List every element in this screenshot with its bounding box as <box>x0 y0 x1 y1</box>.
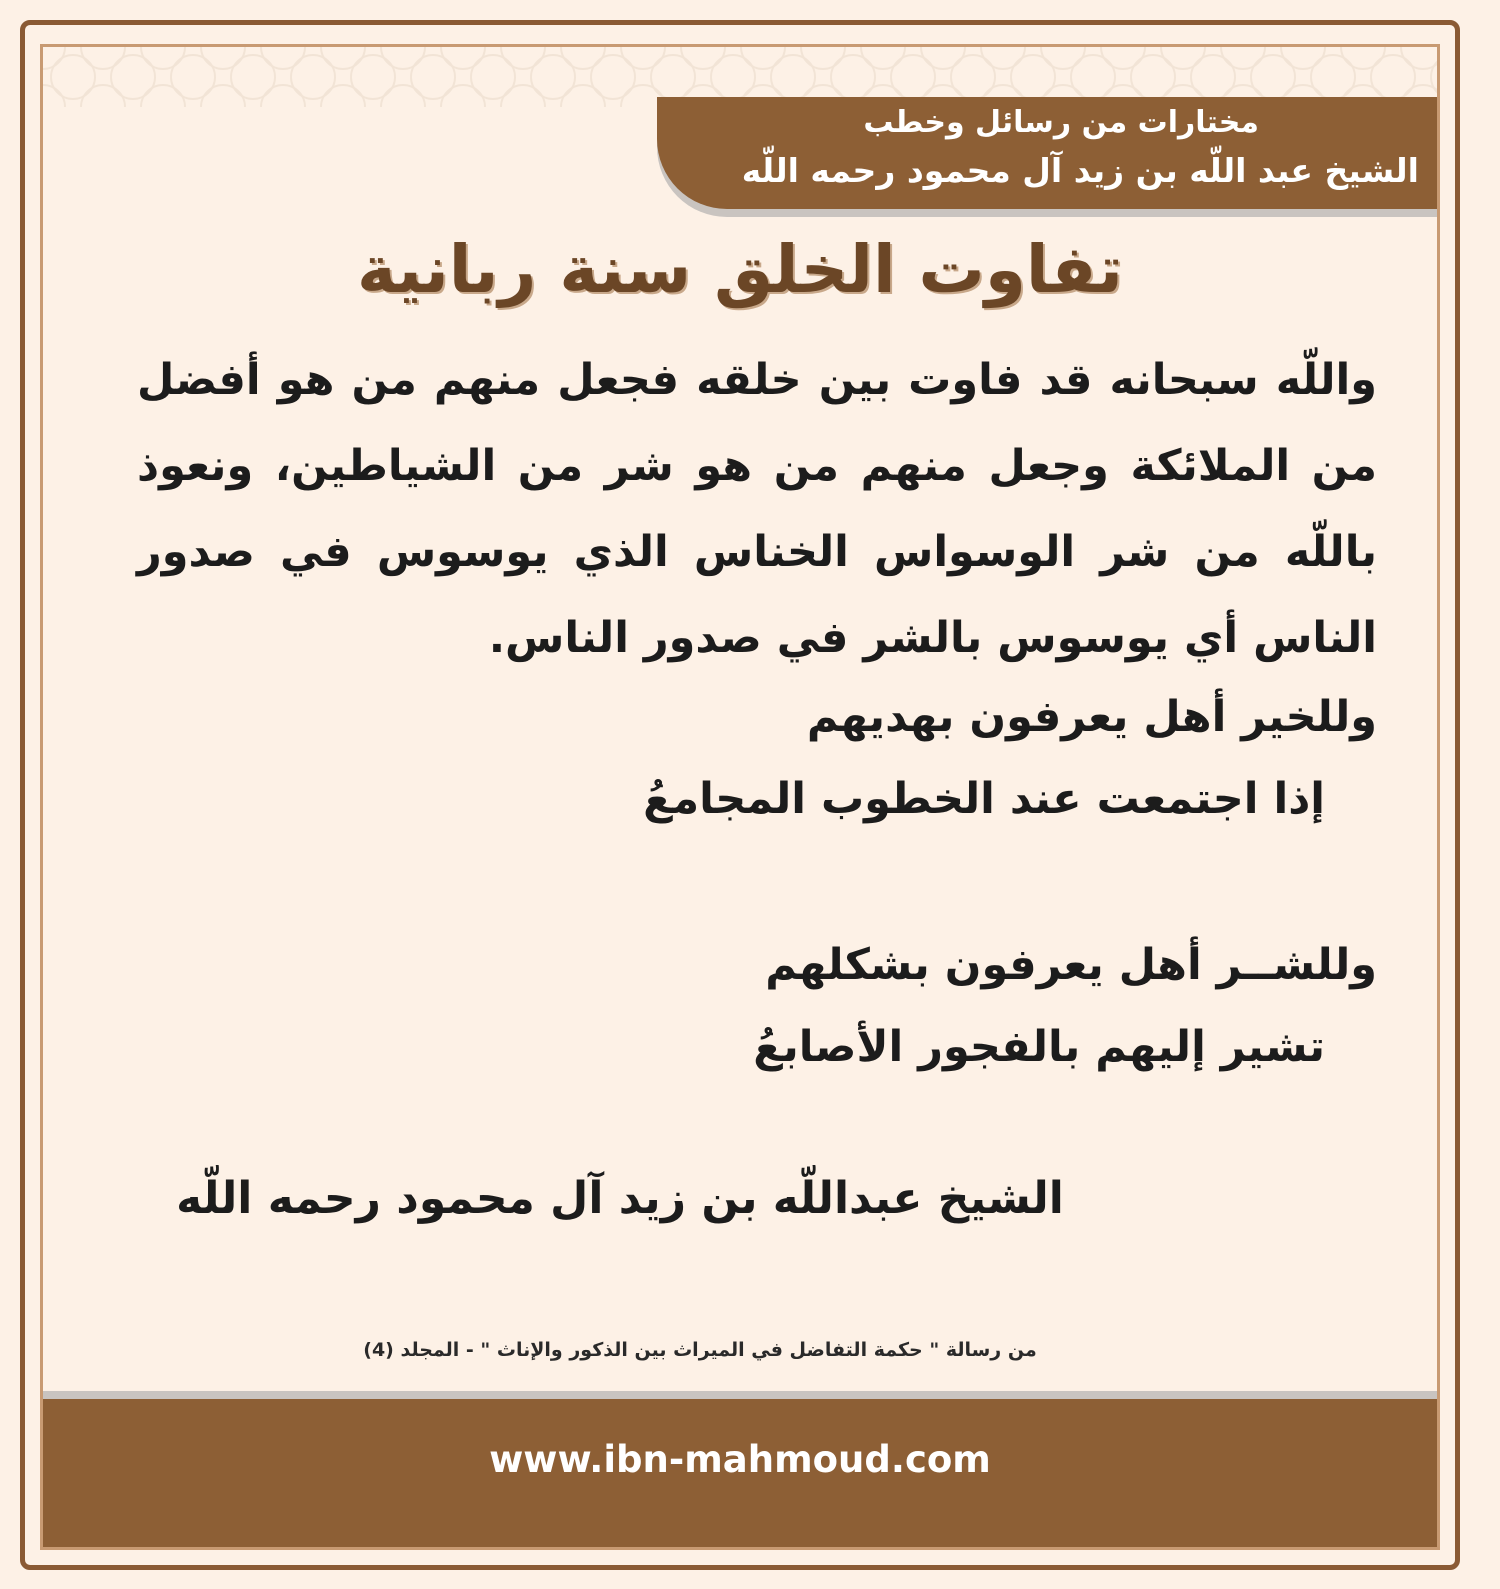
verse-1-line-2: إذا اجتمعت عند الخطوب المجامعُ <box>643 774 1325 824</box>
header-subtitle: مختارات من رسائل وخطب <box>863 105 1259 140</box>
body-paragraph: واللّه سبحانه قد فاوت بين خلقه فجعل منهم من هو أفضل من الملائكة وجعل منهم من هو شر من الشياطين، ونعوذ باللّه من شر الوسواس الخناس الذي يوسوس في صدور الناس أي يوسوس بالشر في صدور الناس. <box>137 355 1377 663</box>
header-banner <box>657 97 1437 209</box>
website-url: www.ibn-mahmoud.com <box>489 1438 991 1481</box>
footer-band <box>43 1399 1437 1547</box>
card <box>40 44 1440 1550</box>
page-title: تفاوت الخلق سنة ربانية <box>357 231 1123 308</box>
header-author: الشيخ عبد اللّه بن زيد آل محمود رحمه اللّه <box>741 151 1419 190</box>
source-citation: من رسالة " حكمة التفاضل في الميراث بين الذكور والإناث " - المجلد (4) <box>363 1339 1037 1361</box>
verse-1-line-1: وللخير أهل يعرفون بهديهم <box>806 692 1377 742</box>
attribution: الشيخ عبداللّه بن زيد آل محمود رحمه اللّه <box>176 1173 1064 1224</box>
verse-2-line-2: تشير إليهم بالفجور الأصابعُ <box>753 1022 1325 1072</box>
verse-2-line-1: وللشــر أهل يعرفون بشكلهم <box>765 940 1377 990</box>
